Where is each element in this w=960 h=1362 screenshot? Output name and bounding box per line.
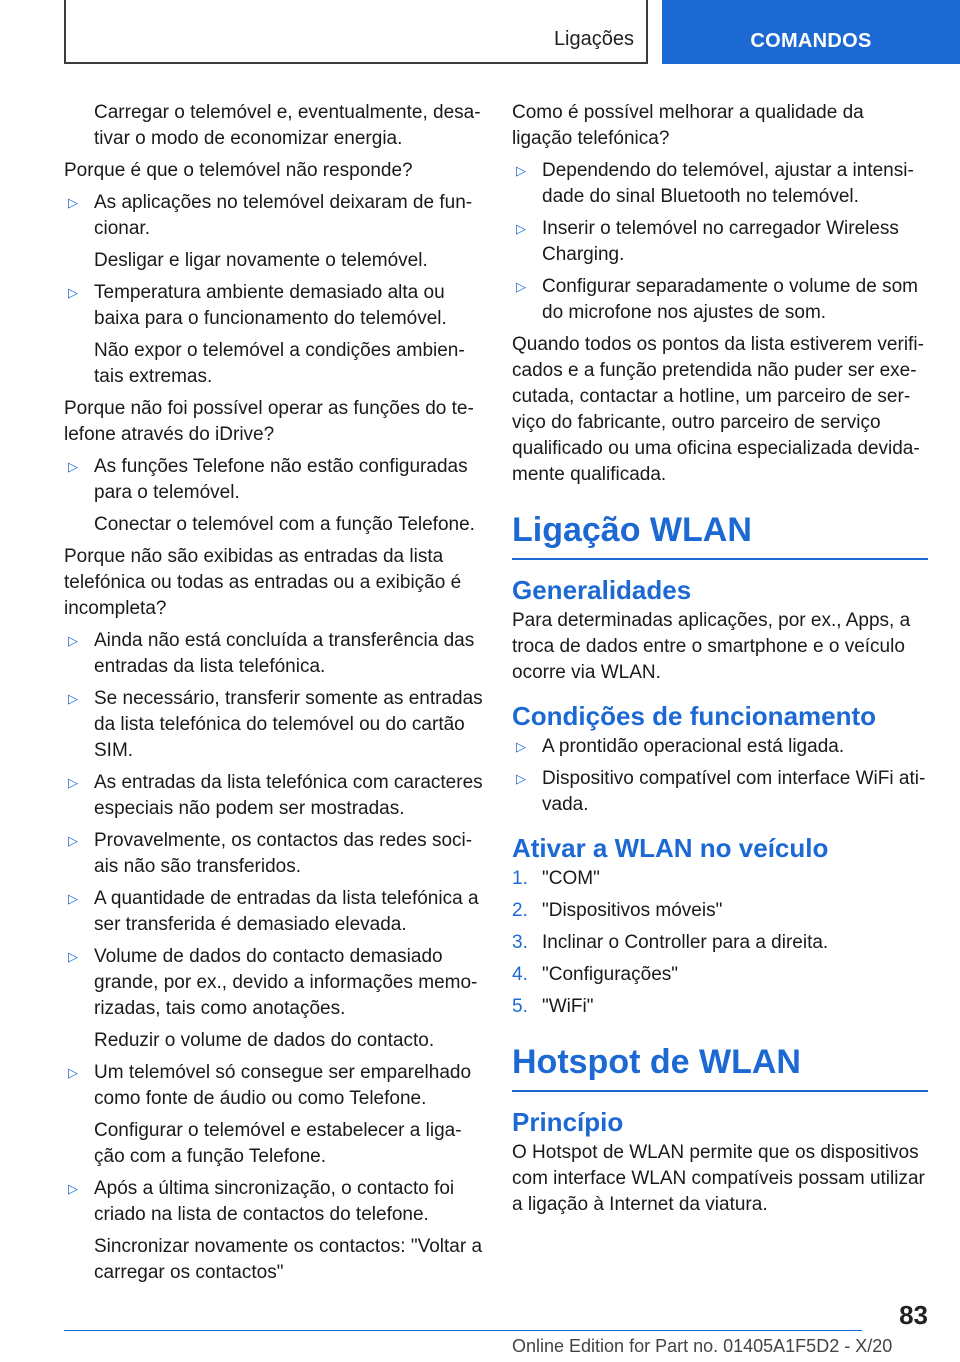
question-list: [64, 454, 484, 538]
list-item: [512, 274, 928, 326]
steps-list: [512, 866, 928, 1020]
triangle-bullet-icon: ▷: [68, 633, 78, 648]
triangle-bullet-icon: ▷: [516, 163, 526, 178]
question-list: [64, 628, 484, 1286]
triangle-bullet-icon: ▷: [68, 459, 78, 474]
question-heading: Porque não foi possível operar as funções do telefone através do iDrive?: [64, 398, 474, 445]
step-text: "Configurações": [542, 964, 679, 985]
header-box: [64, 0, 648, 64]
list-item: [64, 1176, 484, 1228]
question-heading: Como é possível melhorar a qualidade da ligação telefónica?: [512, 102, 864, 149]
step-number: 2.: [512, 900, 528, 921]
subheading-condicoes: Condições de funcionamento: [512, 701, 877, 731]
list-item-text: As funções Telefone não estão configuradas para o telemóvel.: [94, 456, 468, 503]
list-item-note: Sincronizar novamente os contactos: "Voltar a carregar os contactos": [94, 1236, 483, 1283]
bullet-list: [512, 158, 928, 326]
step-item: [512, 962, 928, 988]
list-item-text: Ainda não está concluída a transferência das entradas da lista telefónica.: [94, 630, 475, 677]
question-heading: Porque é que o telemóvel não responde?: [64, 160, 413, 181]
triangle-bullet-icon: ▷: [516, 771, 526, 786]
list-item: [64, 454, 484, 506]
list-item-text: Inserir o telemóvel no carregador Wireless Charging.: [542, 218, 899, 265]
list-item-text: A quantidade de entradas da lista telefónica a ser transferida é demasiado elevada.: [94, 888, 479, 935]
list-item: [512, 158, 928, 210]
step-number: 3.: [512, 932, 528, 953]
list-item: [64, 770, 484, 822]
list-item-text: Provavelmente, os contactos das redes sociais não são transferidos.: [94, 830, 473, 877]
list-item-note: Desligar e ligar novamente o telemóvel.: [94, 250, 428, 271]
list-item-text: Um telemóvel só consegue ser emparelhado como fonte de áudio ou como Telefone.: [94, 1062, 472, 1109]
step-number: 1.: [512, 868, 528, 889]
list-item-text: A prontidão operacional está ligada.: [542, 736, 845, 757]
triangle-bullet-icon: ▷: [68, 891, 78, 906]
triangle-bullet-icon: ▷: [516, 221, 526, 236]
list-item: [512, 734, 928, 760]
principle-paragraph: O Hotspot de WLAN permite que os dispositivos com interface WLAN compatíveis possam utilizar a ligação à Internet da viatura.: [512, 1142, 925, 1215]
bullet-list: [512, 734, 928, 818]
step-number: 4.: [512, 964, 528, 985]
general-paragraph: Para determinadas aplicações, por ex., Apps, a troca de dados entre o smartphone e o veículo ocorre via WLAN.: [512, 610, 911, 683]
left-column: [64, 100, 484, 1292]
list-item-note: Conectar o telemóvel com a função Telefone.: [94, 514, 475, 535]
list-item-text: Se necessário, transferir somente as entradas da lista telefónica do telemóvel ou do cartão SIM.: [94, 688, 483, 761]
list-item-text: As entradas da lista telefónica com caracteres especiais não podem ser mostradas.: [94, 772, 483, 819]
page-number: 83: [899, 1300, 928, 1330]
footer-divider: [64, 1330, 862, 1331]
list-item: [64, 886, 484, 938]
step-item: [512, 866, 928, 892]
list-item: [64, 280, 484, 332]
list-item-text: Após a última sincronização, o contacto foi criado na lista de contactos do telefone.: [94, 1178, 455, 1225]
subheading-principio: Princípio: [512, 1107, 624, 1137]
section-heading-wlan: Ligação WLAN: [512, 510, 928, 560]
step-text: Inclinar o Controller para a direita.: [542, 932, 829, 953]
triangle-bullet-icon: ▷: [68, 949, 78, 964]
list-item-text: Temperatura ambiente demasiado alta ou baixa para o funcionamento do telemóvel.: [94, 282, 447, 329]
list-item-note: Configurar o telemóvel e estabelecer a ligação com a função Telefone.: [94, 1120, 462, 1167]
triangle-bullet-icon: ▷: [68, 775, 78, 790]
question-list: [64, 190, 484, 390]
step-item: [512, 898, 928, 924]
list-item: [64, 686, 484, 764]
triangle-bullet-icon: ▷: [516, 279, 526, 294]
list-item: [512, 216, 928, 268]
step-item: [512, 994, 928, 1020]
triangle-bullet-icon: ▷: [516, 739, 526, 754]
subheading-generalidades: Generalidades: [512, 575, 692, 605]
list-item-note: Não expor o telemóvel a condições ambientais extremas.: [94, 340, 465, 387]
chapter-tab[interactable]: COMANDOS: [662, 0, 960, 64]
list-item-text: Dependendo do telemóvel, ajustar a intensidade do sinal Bluetooth no telemóvel.: [542, 160, 914, 207]
list-item: [64, 1060, 484, 1112]
list-item-text: Dispositivo compatível com interface WiFi ativada.: [542, 768, 926, 815]
help-paragraph: Quando todos os pontos da lista estiverem verificados e a função pretendida não puder ser executada, contactar a hotline, um parceiro de serviço do fabricante, outro parceiro de serviço qualificado ou uma oficina especializada devidamente qualificada.: [512, 334, 924, 485]
step-number: 5.: [512, 996, 528, 1017]
section-heading-hotspot: Hotspot de WLAN: [512, 1042, 928, 1092]
section-title: Ligações: [553, 28, 634, 50]
triangle-bullet-icon: ▷: [68, 195, 78, 210]
triangle-bullet-icon: ▷: [68, 1181, 78, 1196]
triangle-bullet-icon: ▷: [68, 833, 78, 848]
triangle-bullet-icon: ▷: [68, 691, 78, 706]
list-item-text: Volume de dados do contacto demasiado grande, por ex., devido a informações memorizadas, tais como anotações.: [94, 946, 478, 1019]
list-item: [64, 828, 484, 880]
triangle-bullet-icon: ▷: [68, 1065, 78, 1080]
step-item: [512, 930, 928, 956]
step-text: "Dispositivos móveis": [542, 900, 723, 921]
subheading-ativar: Ativar a WLAN no veículo: [512, 833, 829, 863]
intro-paragraph: Carregar o telemóvel e, eventualmente, desativar o modo de economizar energia.: [94, 102, 481, 149]
edition-footer: Online Edition for Part no. 01405A1F5D2 - X/20: [512, 1336, 893, 1356]
list-item: [64, 944, 484, 1022]
list-item-text: Configurar separadamente o volume de som do microfone nos ajustes de som.: [542, 276, 918, 323]
list-item: [64, 190, 484, 242]
list-item-note: Reduzir o volume de dados do contacto.: [94, 1030, 435, 1051]
question-heading: Porque não são exibidas as entradas da lista telefónica ou todas as entradas ou a exibição é incompleta?: [64, 546, 462, 619]
list-item-text: As aplicações no telemóvel deixaram de funcionar.: [94, 192, 473, 239]
triangle-bullet-icon: ▷: [68, 285, 78, 300]
step-text: "COM": [542, 868, 600, 889]
list-item: [512, 766, 928, 818]
list-item: [64, 628, 484, 680]
step-text: "WiFi": [542, 996, 594, 1017]
right-column: [512, 100, 928, 1224]
